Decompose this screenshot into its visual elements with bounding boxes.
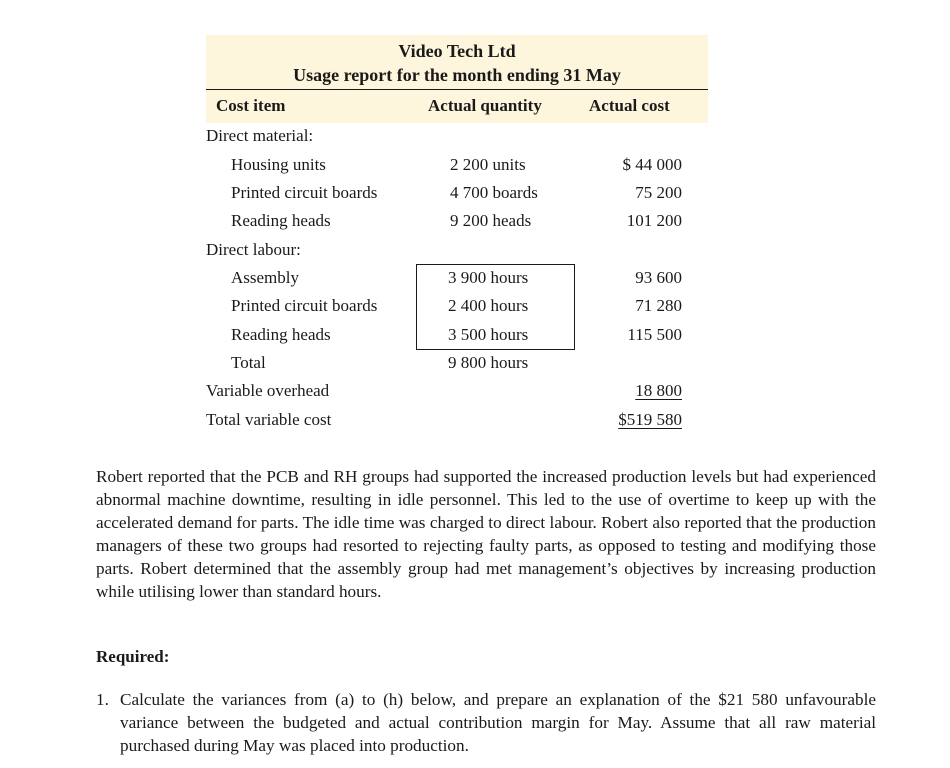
company-name: Video Tech Ltd: [398, 41, 516, 61]
column-header-cost-item: Cost item: [216, 96, 286, 115]
labour-item-qty: 3 900 hours: [448, 268, 529, 287]
material-item-name: Printed circuit boards: [231, 183, 378, 202]
labour-item-name: Reading heads: [231, 325, 331, 344]
total-variable-cost-label: Total variable cost: [206, 410, 332, 429]
total-variable-cost-cell: [582, 410, 682, 430]
labour-item-name: Assembly: [231, 268, 299, 287]
variable-overhead-label: Variable overhead: [206, 381, 330, 400]
labour-item-cost: 115 500: [627, 325, 682, 344]
required-heading: Required:: [96, 647, 170, 666]
question-text: Calculate the variances from (a) to (h) below, and prepare an explanation of the $21 580 unfavourable variance between the budgeted and actual contribution margin for May. Assume that all raw material purchased during May was placed into production.: [120, 690, 876, 755]
narrative-paragraph: Robert reported that the PCB and RH groups had supported the increased production levels but had experienced abnormal machine downtime, resulting in idle personnel. This led to the use of overtime to keep up with the accelerated demand for parts. The idle time was charged to direct labour. Robert also reported that the production managers of these two groups had resorted to rejecting faulty parts, as opposed to testing and modifying those parts. Robert determined that the assembly group had met management’s objectives by increasing production while utilising lower than standard hours.: [96, 467, 876, 601]
question-item: [96, 688, 876, 757]
labour-item-qty: 2 400 hours: [448, 296, 529, 315]
material-item-qty: 4 700 boards: [450, 183, 538, 202]
material-item-qty: 2 200 units: [450, 155, 526, 174]
labour-total-label: Total: [231, 353, 266, 372]
material-item-cost: 101 200: [626, 211, 682, 230]
variable-overhead-cost-cell: [582, 381, 682, 401]
column-header-actual-quantity: Actual quantity: [428, 96, 542, 115]
material-item-cost: 75 200: [635, 183, 682, 202]
question-number: 1.: [96, 690, 109, 709]
report-subtitle: Usage report for the month ending 31 May: [293, 65, 621, 85]
header-rule: [206, 89, 708, 90]
labour-item-name: Printed circuit boards: [231, 296, 378, 315]
material-item-name: Housing units: [231, 155, 326, 174]
variable-overhead-cost: 18 800: [635, 381, 682, 400]
labour-item-cost: 71 280: [635, 296, 682, 315]
material-item-cost: $ 44 000: [622, 155, 682, 174]
total-variable-cost-value: $519 580: [618, 410, 682, 429]
material-item-qty: 9 200 heads: [450, 211, 532, 230]
labour-item-qty: 3 500 hours: [448, 325, 529, 344]
section-label-direct-labour: Direct labour:: [206, 240, 301, 259]
labour-total-hours: 9 800 hours: [448, 353, 529, 372]
material-item-name: Reading heads: [231, 211, 331, 230]
section-label-direct-material: Direct material:: [206, 126, 314, 145]
column-header-actual-cost: Actual cost: [589, 96, 670, 115]
labour-item-cost: 93 600: [635, 268, 682, 287]
